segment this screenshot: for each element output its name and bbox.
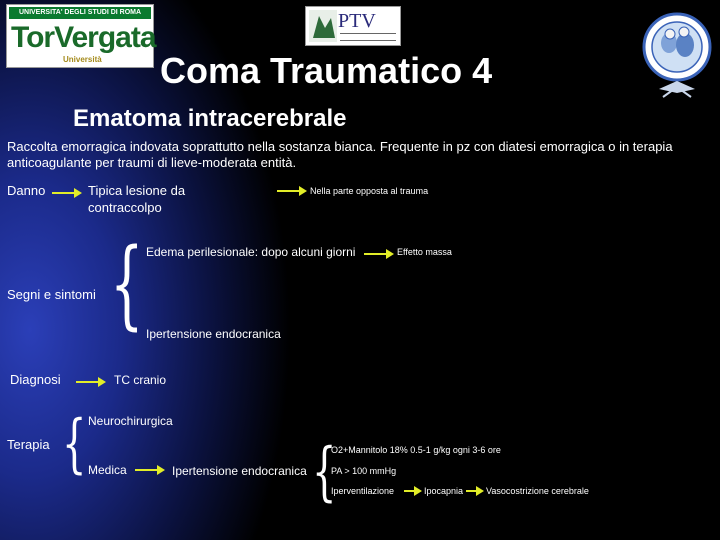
treatment-2: PA > 100 mmHg — [331, 466, 397, 476]
segni-item1: Edema perilesionale: dopo alcuni giorni — [146, 245, 356, 259]
logo-left-sub-text: Università — [63, 55, 102, 64]
arrow-icon — [466, 488, 484, 494]
terapia-label: Terapia — [7, 437, 50, 452]
segni-item1-effect: Effetto massa — [397, 247, 452, 257]
danno-desc-line1: Tipica lesione da — [88, 183, 186, 198]
terapia-neuro: Neurochirurgica — [88, 414, 173, 428]
segni-label: Segni e sintomi — [7, 287, 96, 302]
terapia-medica: Medica — [88, 463, 127, 477]
page-title: Coma Traumatico 4 — [160, 50, 493, 91]
danno-desc-line2: contraccolpo — [88, 200, 162, 215]
logo-mid-sub-lines — [340, 33, 396, 41]
treatments-brace-icon: { — [312, 435, 337, 509]
terapia-brace-icon: { — [62, 407, 87, 481]
arrow-icon — [277, 188, 307, 194]
tor-vergata-logo — [6, 4, 154, 68]
treatment-3-c: Vasocostrizione cerebrale — [486, 486, 589, 496]
ptv-logo — [305, 6, 401, 46]
treatment-3-b: Ipocapnia — [424, 486, 464, 496]
diagnosi-value: TC cranio — [114, 373, 167, 387]
arrow-icon — [364, 251, 394, 257]
treatment-3-a: Iperventilazione — [331, 486, 395, 496]
page-subtitle: Ematoma intracerebrale — [73, 105, 347, 132]
danno-note: Nella parte opposta al trauma — [310, 186, 429, 196]
university-seal-icon — [641, 1, 713, 103]
terapia-medica-target: Ipertensione endocranica — [172, 464, 307, 478]
ptv-emblem-icon — [309, 10, 337, 42]
segni-item2: Ipertensione endocranica — [146, 327, 281, 341]
arrow-icon — [404, 488, 422, 494]
arrow-icon — [135, 467, 165, 473]
logo-left-main-text: TorVergata — [11, 21, 156, 54]
logo-left-top-text: UNIVERSITA' DEGLI STUDI DI ROMA — [9, 7, 151, 19]
treatment-1: O2+Mannitolo 18% 0.5-1 g/kg ogni 3-6 ore — [331, 445, 501, 455]
diagnosi-label: Diagnosi — [10, 372, 61, 387]
danno-label: Danno — [7, 183, 46, 198]
intro-text: Raccolta emorragica indovata soprattutto nella sostanza bianca. Frequente in pz con diatesi emorragica o in terapia anticoagulante per traumi di lieve-moderata entità. — [7, 139, 673, 170]
logo-mid-main-text: PTV — [338, 10, 376, 32]
segni-brace-icon: { — [110, 228, 144, 340]
arrow-icon — [76, 379, 106, 385]
arrow-icon — [52, 190, 82, 196]
